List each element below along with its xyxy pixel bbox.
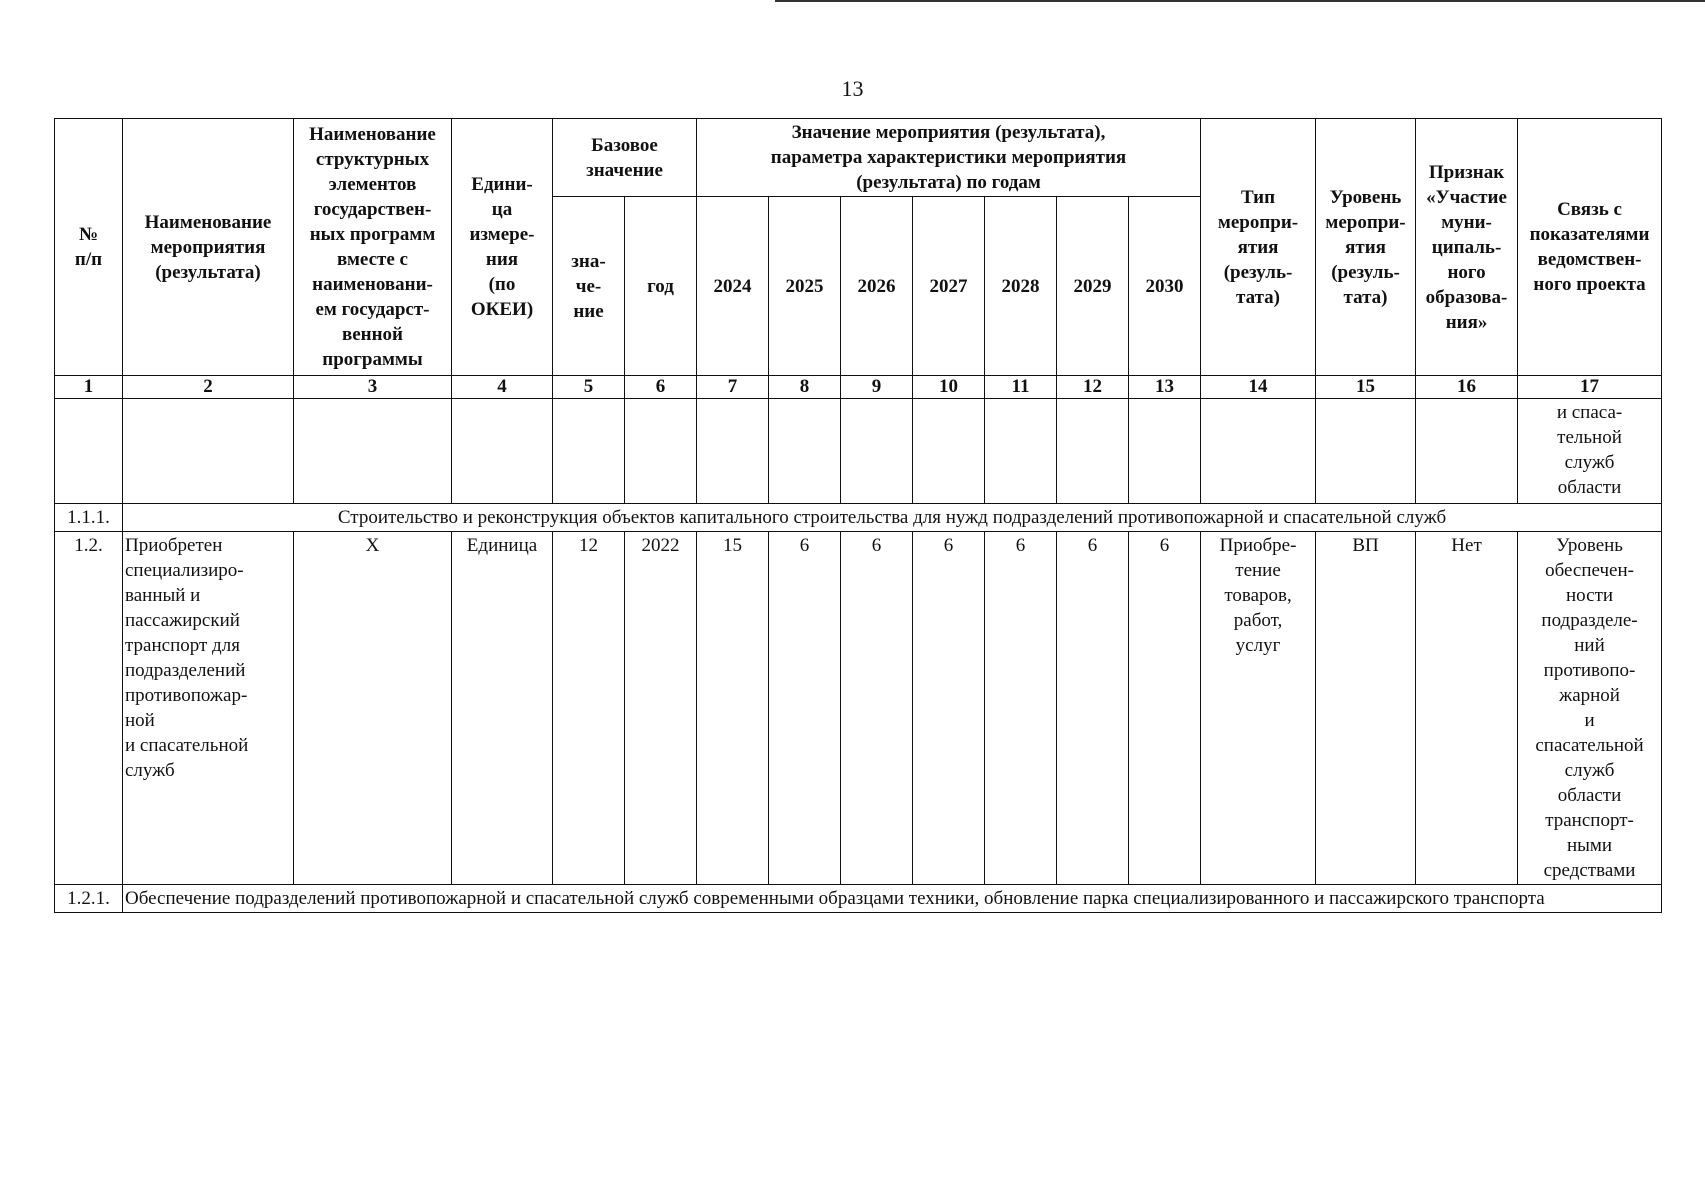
page-number: 13 <box>841 76 864 101</box>
empty-cell <box>1129 399 1201 504</box>
header-structural-elements: Наименование структурных элементов государствен- ных программ вместе с наименовани- ем государст- венной программы <box>294 119 452 376</box>
section-title: Строительство и реконструкция объектов капитального строительства для нужд подразделений противопожарной и спасательной служб <box>123 504 1662 532</box>
project-link: Уровень обеспечен- ности подразделе- ний противопо- жарной и спасательной служб области транспорт- ными средствами <box>1518 532 1662 885</box>
section-row-1-1-1 <box>55 504 1662 532</box>
value-2026: 6 <box>841 532 913 885</box>
header-participation: Признак «Участие муни- ципаль- ного образова- ния» <box>1416 119 1518 376</box>
header-base-value: зна- че- ние <box>553 197 625 376</box>
empty-cell <box>1316 399 1416 504</box>
header-year-2025: 2025 <box>769 197 841 376</box>
column-number: 17 <box>1518 376 1662 399</box>
continuation-row <box>55 399 1662 504</box>
column-number: 9 <box>841 376 913 399</box>
column-number-row <box>55 376 1662 399</box>
column-number: 7 <box>697 376 769 399</box>
header-year-2028: 2028 <box>985 197 1057 376</box>
empty-cell <box>294 399 452 504</box>
column-number: 16 <box>1416 376 1518 399</box>
empty-cell <box>1201 399 1316 504</box>
value-2030: 6 <box>1129 532 1201 885</box>
header-base-group: Базовое значение <box>553 119 697 197</box>
empty-cell <box>985 399 1057 504</box>
column-number: 8 <box>769 376 841 399</box>
event-type: Приобре- тение товаров, работ, услуг <box>1201 532 1316 885</box>
empty-cell <box>553 399 625 504</box>
continuation-link-text: и спаса- тельной служб области <box>1518 399 1662 504</box>
value-2028: 6 <box>985 532 1057 885</box>
value-2025: 6 <box>769 532 841 885</box>
event-name: Приобретен специализиро- ванный и пассажирский транспорт для подразделений противопожар- ной и спасательной служб <box>123 532 294 885</box>
empty-cell <box>452 399 553 504</box>
unit: Единица <box>452 532 553 885</box>
header-link: Связь с показателями ведомствен- ного проекта <box>1518 119 1662 376</box>
column-number: 14 <box>1201 376 1316 399</box>
header-year-2026: 2026 <box>841 197 913 376</box>
header-level: Уровень меропри- ятия (резуль- тата) <box>1316 119 1416 376</box>
header-unit: Едини- ца измере- ния (по ОКЕИ) <box>452 119 553 376</box>
header-type: Тип меропри- ятия (резуль- тата) <box>1201 119 1316 376</box>
header-year-2030: 2030 <box>1129 197 1201 376</box>
event-level: ВП <box>1316 532 1416 885</box>
column-number: 10 <box>913 376 985 399</box>
data-row-1-2 <box>55 532 1662 885</box>
row-number: 1.1.1. <box>55 504 123 532</box>
empty-cell <box>913 399 985 504</box>
column-number: 2 <box>123 376 294 399</box>
row-number: 1.2. <box>55 532 123 885</box>
row-number: 1.2.1. <box>55 885 123 913</box>
structural-element: X <box>294 532 452 885</box>
empty-cell <box>55 399 123 504</box>
section-title: Обеспечение подразделений противопожарной и спасательной служб современными образцами техники, обновление парка специализированного и пассажирского транспорта <box>123 885 1662 913</box>
column-number: 3 <box>294 376 452 399</box>
empty-cell <box>1057 399 1129 504</box>
empty-cell <box>841 399 913 504</box>
column-number: 15 <box>1316 376 1416 399</box>
column-number: 6 <box>625 376 697 399</box>
value-2027: 6 <box>913 532 985 885</box>
empty-cell <box>769 399 841 504</box>
header-year-2024: 2024 <box>697 197 769 376</box>
header-year-2027: 2027 <box>913 197 985 376</box>
base-value: 12 <box>553 532 625 885</box>
column-number: 13 <box>1129 376 1201 399</box>
column-number: 5 <box>553 376 625 399</box>
program-table <box>54 118 1662 913</box>
header-year-2029: 2029 <box>1057 197 1129 376</box>
empty-cell <box>697 399 769 504</box>
header-event-name: Наименование мероприятия (результата) <box>123 119 294 376</box>
column-number: 11 <box>985 376 1057 399</box>
empty-cell <box>625 399 697 504</box>
header-years-group: Значение мероприятия (результата), параметра характеристики мероприятия (результата) по годам <box>697 119 1201 197</box>
header-number: № п/п <box>55 119 123 376</box>
column-number: 12 <box>1057 376 1129 399</box>
value-2029: 6 <box>1057 532 1129 885</box>
empty-cell <box>1416 399 1518 504</box>
top-rule <box>775 0 1705 2</box>
column-number: 1 <box>55 376 123 399</box>
header-row-1 <box>55 119 1662 197</box>
empty-cell <box>123 399 294 504</box>
participation-flag: Нет <box>1416 532 1518 885</box>
section-row-1-2-1 <box>55 885 1662 913</box>
column-number: 4 <box>452 376 553 399</box>
base-year: 2022 <box>625 532 697 885</box>
value-2024: 15 <box>697 532 769 885</box>
header-base-year: год <box>625 197 697 376</box>
